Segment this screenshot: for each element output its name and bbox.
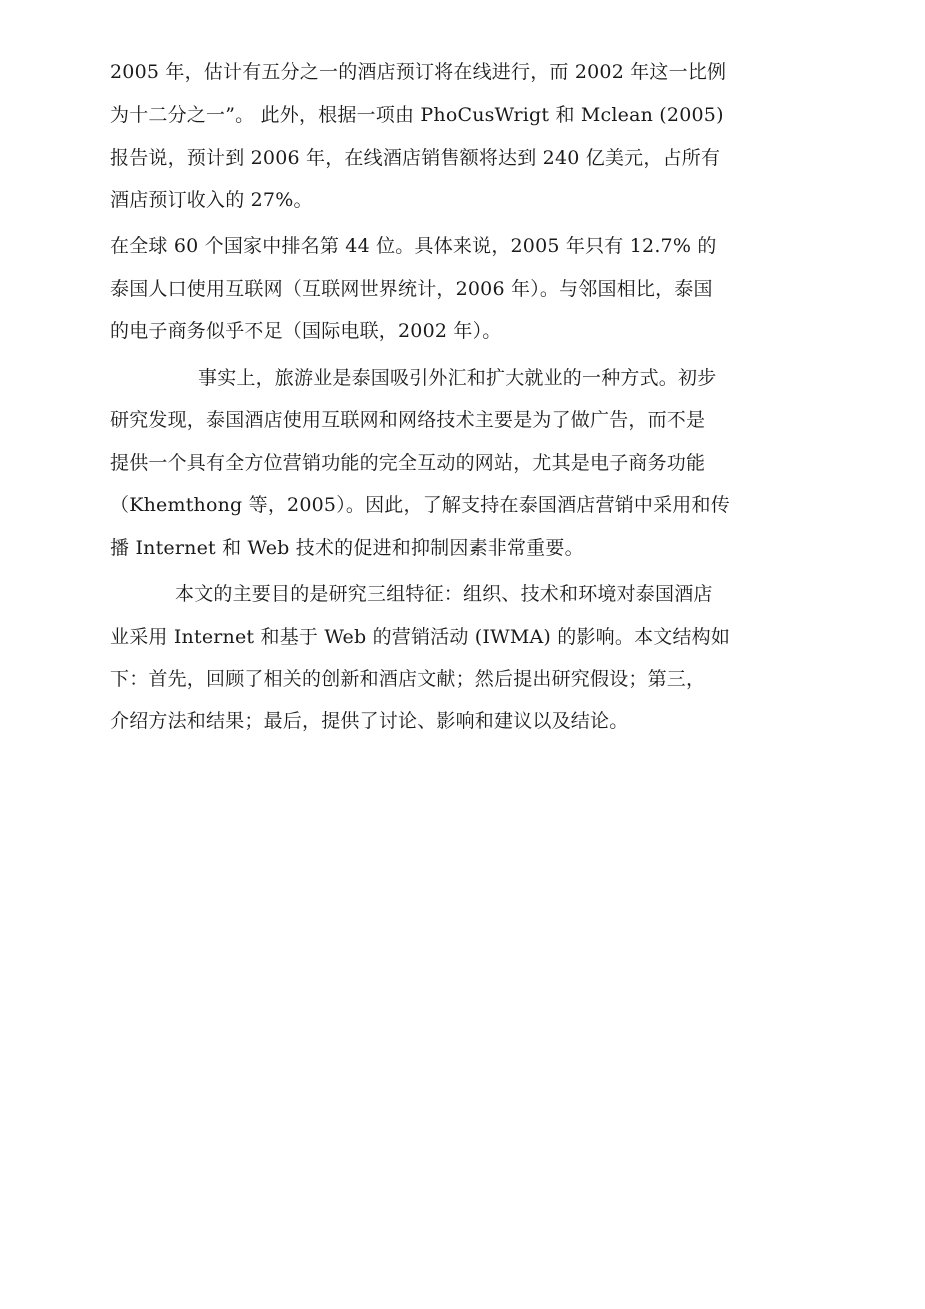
paragraph-4-line-2: 业采用 Internet 和基于 Web 的营销活动 (IWMA) 的影响。本文结构如 [110,626,731,648]
paragraph-4-line-1: 本文的主要目的是研究三组特征：组织、技术和环境对泰国酒店 [175,583,713,605]
paragraph-1-line-1: 2005 年，估计有五分之一的酒店预订将在线进行，而 2002 年这一比例 [110,61,727,83]
paragraph-4-line-3: 下：首先，回顾了相关的创新和酒店文献；然后提出研究假设；第三， [110,668,706,690]
paragraph-1-line-3: 报告说，预计到 2006 年，在线酒店销售额将达到 240 亿美元，占所有 [110,147,721,169]
paragraph-3-line-2: 研究发现，泰国酒店使用互联网和网络技术主要是为了做广告，而不是 [110,409,706,431]
paragraph-1-line-4: 酒店预订收入的 27%。 [110,189,313,211]
paragraph-3-line-1: 事实上，旅游业是泰国吸引外汇和扩大就业的一种方式。初步 [198,367,717,389]
paragraph-4-line-4: 介绍方法和结果；最后，提供了讨论、影响和建议以及结论。 [110,710,629,732]
paragraph-2-line-1: 在全球 60 个国家中排名第 44 位。具体来说，2005 年只有 12.7% 的 [110,235,717,257]
paragraph-2-line-3: 的电子商务似乎不足（国际电联，2002 年）。 [110,320,502,342]
paragraph-2-line-2: 泰国人口使用互联网（互联网世界统计，2006 年）。与邻国相比，泰国 [110,278,713,300]
paragraph-3-line-4: （Khemthong 等，2005）。因此，了解支持在泰国酒店营销中采用和传 [110,494,730,516]
paragraph-3-line-5: 播 Internet 和 Web 技术的促进和抑制因素非常重要。 [110,537,584,559]
paragraph-3-line-3: 提供一个具有全方位营销功能的完全互动的网站，尤其是电子商务功能 [110,452,706,474]
paragraph-1-line-2: 为十二分之一”。 此外，根据一项由 PhoCusWrigt 和 Mclean (2005) [110,104,724,126]
